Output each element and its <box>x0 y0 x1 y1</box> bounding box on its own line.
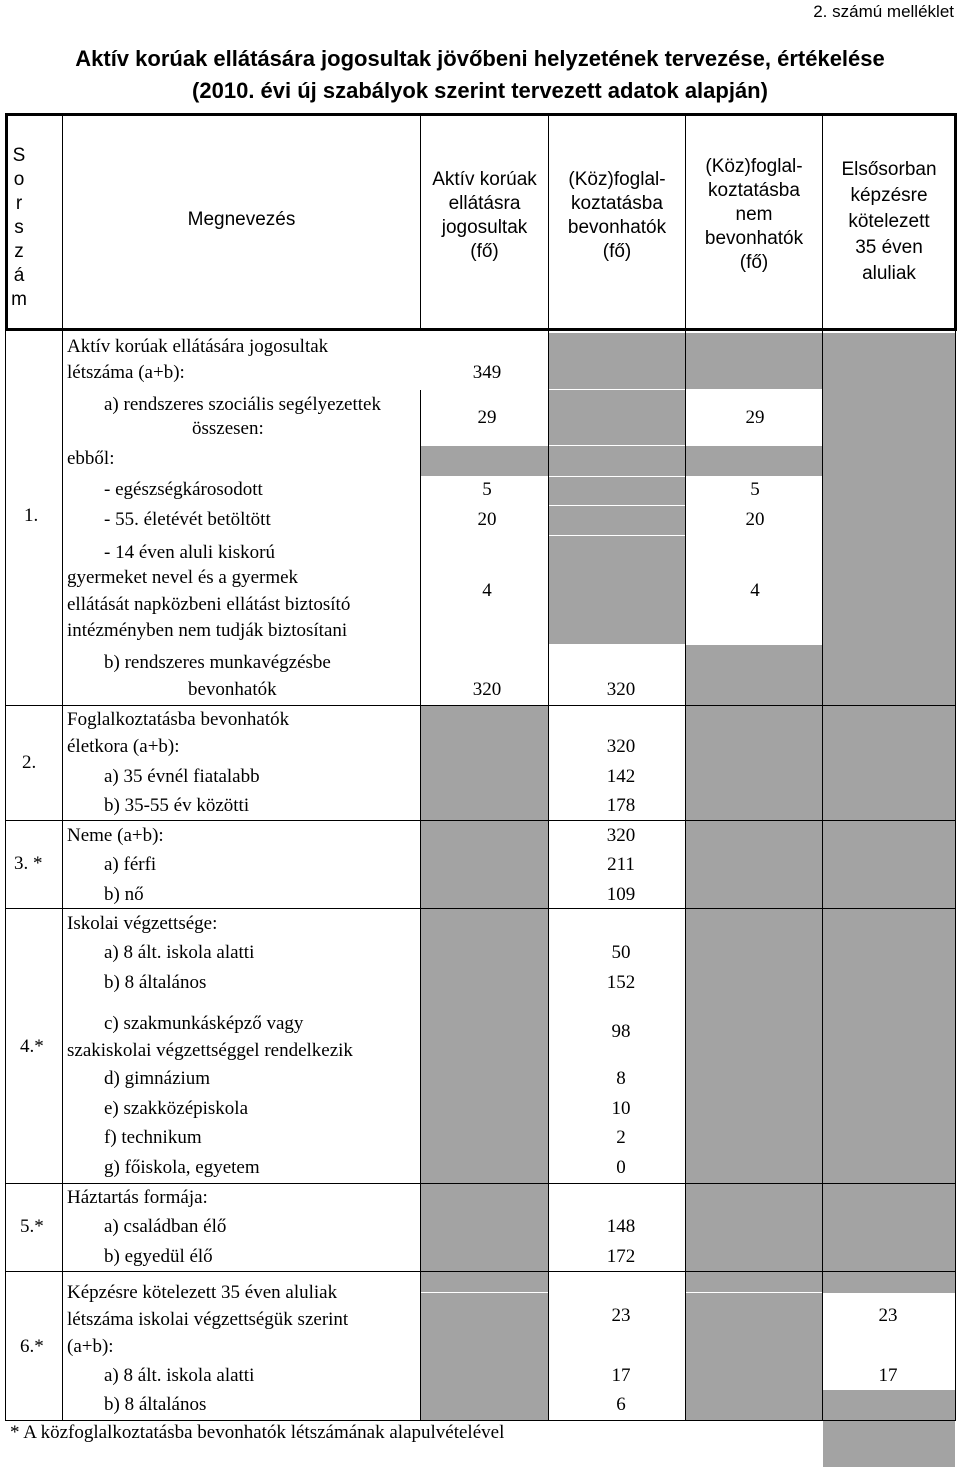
row-label: a) férfi <box>104 854 157 875</box>
row-label: intézményben nem tudják biztosítani <box>67 620 348 641</box>
annex-label: 2. számú melléklet <box>813 2 954 21</box>
row-label: Foglalkoztatásba bevonhatók <box>67 709 290 730</box>
row-label: Iskolai végzettsége: <box>67 913 218 934</box>
row-number: 2. <box>22 752 37 773</box>
cell-value: 320 <box>606 736 636 757</box>
cell-value: 10 <box>611 1098 631 1119</box>
shade-r6-c1 <box>421 1293 548 1420</box>
header-col2: (Köz)foglal- koztatásba bevonhatók (fő) <box>567 169 667 262</box>
row-label: Aktív korúak ellátására jogosultak <box>67 336 329 357</box>
row-label: a) 35 évnél fiatalabb <box>104 766 260 787</box>
shade-kisk-c2 <box>549 536 685 644</box>
row-label: (a+b): <box>67 1336 114 1357</box>
shade-r1a-c2 <box>549 390 685 445</box>
row-label: - 14 éven aluli kiskorú <box>104 542 275 563</box>
cell-value: 148 <box>606 1216 636 1237</box>
cell-value: 142 <box>606 766 636 787</box>
row-number: 5.* <box>20 1216 44 1237</box>
header-col1: Aktív korúak ellátásra jogosultak (fő) <box>432 169 537 262</box>
cell-value: 211 <box>607 854 635 875</box>
row-label: - egészségkárosodott <box>104 479 263 500</box>
row-divider <box>5 908 956 909</box>
cell-value: 178 <box>606 795 636 816</box>
cell-value: 349 <box>472 362 502 383</box>
page-subtitle: (2010. évi új szabályok szerint tervezett adatok alapján) <box>192 78 768 103</box>
cell-value: 23 <box>878 1305 898 1326</box>
row-label: ellátását napközbeni ellátást biztosító <box>67 594 351 615</box>
col-divider <box>548 113 549 1420</box>
shade-ebbol <box>421 446 822 476</box>
header-col4: Elsősorban képzésre kötelezett 35 éven aluliak <box>841 159 937 284</box>
row-number: 1. <box>24 505 39 526</box>
col-divider <box>685 113 686 1420</box>
header-col3: (Köz)foglal- koztatásba nem bevonhatók (fő) <box>704 156 804 273</box>
row-label: létszáma (a+b): <box>67 362 185 383</box>
cell-value: 98 <box>611 1021 631 1042</box>
row-label: életkora (a+b): <box>67 736 180 757</box>
row-label: gyermeket nevel és a gyermek <box>67 567 299 588</box>
row-label: a) 8 ált. iskola alatti <box>104 1365 255 1386</box>
shade-elet-c2 <box>549 506 685 535</box>
cell-value: 23 <box>611 1305 631 1326</box>
cell-value: 20 <box>745 509 765 530</box>
footnote: * A közfoglalkoztatásba bevonhatók létszámának alapulvételével <box>10 1422 505 1443</box>
row-label: a) 8 ált. iskola alatti <box>104 942 255 963</box>
header-megnevezes: Megnevezés <box>187 209 296 230</box>
cell-value: 29 <box>745 407 765 428</box>
row-label: Neme (a+b): <box>67 825 164 846</box>
row-label: ebből: <box>67 448 115 469</box>
cell-value: 5 <box>750 479 760 500</box>
cell-value: 50 <box>611 942 631 963</box>
shade-r1b-c3 <box>686 645 822 705</box>
cell-value: 320 <box>606 679 636 700</box>
row-label: b) 8 általános <box>104 1394 207 1415</box>
row-divider <box>5 1183 956 1184</box>
shade-r1-c3 <box>686 333 822 389</box>
cell-value: 29 <box>477 407 497 428</box>
row-label: szakiskolai végzettséggel rendelkezik <box>67 1040 353 1061</box>
row-label: c) szakmunkásképző vagy <box>104 1013 304 1034</box>
row-divider <box>5 705 956 706</box>
shade-r6-c3 <box>686 1293 822 1420</box>
row-number: 4.* <box>20 1036 44 1057</box>
page-title: Aktív korúak ellátására jogosultak jövőbeni helyzetének tervezése, értékelése <box>75 46 885 71</box>
row-divider <box>5 820 956 821</box>
shade-lower-c1 <box>421 706 548 1292</box>
shade-r6b-c4 <box>823 1391 955 1420</box>
cell-value: 8 <box>616 1068 626 1089</box>
row-label: b) egyedül élő <box>104 1246 213 1267</box>
cell-value: 17 <box>611 1365 631 1386</box>
row-label: a) családban élő <box>104 1216 227 1237</box>
row-label: összesen: <box>192 418 264 439</box>
row-label: létszáma iskolai végzettségük szerint <box>67 1309 349 1330</box>
cell-value: 17 <box>878 1365 898 1386</box>
col-divider <box>955 113 956 1420</box>
cell-value: 20 <box>477 509 497 530</box>
row-label: a) rendszeres szociális segélyezettek <box>104 394 381 415</box>
cell-value: 172 <box>606 1246 636 1267</box>
row-label: b) nő <box>104 884 144 905</box>
cell-value: 5 <box>482 479 492 500</box>
row-label: d) gimnázium <box>104 1068 211 1089</box>
row-number: 3. * <box>14 853 43 874</box>
cell-value: 320 <box>472 679 502 700</box>
cell-value: 152 <box>606 972 636 993</box>
row-label: b) 8 általános <box>104 972 207 993</box>
row-label: b) rendszeres munkavégzésbe <box>104 652 331 673</box>
row-label: bevonhatók <box>188 679 277 700</box>
row-label: Képzésre kötelezett 35 éven aluliak <box>67 1282 338 1303</box>
cell-value: 109 <box>606 884 636 905</box>
shade-r1-c2 <box>549 333 685 389</box>
cell-value: 6 <box>616 1394 626 1415</box>
col-divider <box>62 113 63 1420</box>
cell-value: 4 <box>482 580 492 601</box>
cell-value: 4 <box>750 580 760 601</box>
cell-value: 0 <box>616 1157 626 1178</box>
row-label: b) 35-55 év közötti <box>104 795 250 816</box>
col-divider <box>420 390 421 1420</box>
row-label: g) főiskola, egyetem <box>104 1157 260 1178</box>
row-label: Háztartás formája: <box>67 1187 208 1208</box>
row-divider <box>5 1271 956 1272</box>
cell-value: 320 <box>606 825 636 846</box>
shade-lower-c3 <box>686 706 822 1292</box>
row-label: f) technikum <box>104 1127 202 1148</box>
shade-egesz-c2 <box>549 477 685 505</box>
row-divider <box>5 1420 956 1421</box>
row-label: - 55. életévét betöltött <box>104 509 271 530</box>
col-divider <box>822 113 823 1420</box>
cell-value: 2 <box>616 1127 626 1148</box>
row-number: 6.* <box>20 1336 44 1357</box>
col-divider <box>5 113 6 1420</box>
row-label: e) szakközépiskola <box>104 1098 249 1119</box>
header-sorszam: S o r s z á m <box>11 145 27 310</box>
